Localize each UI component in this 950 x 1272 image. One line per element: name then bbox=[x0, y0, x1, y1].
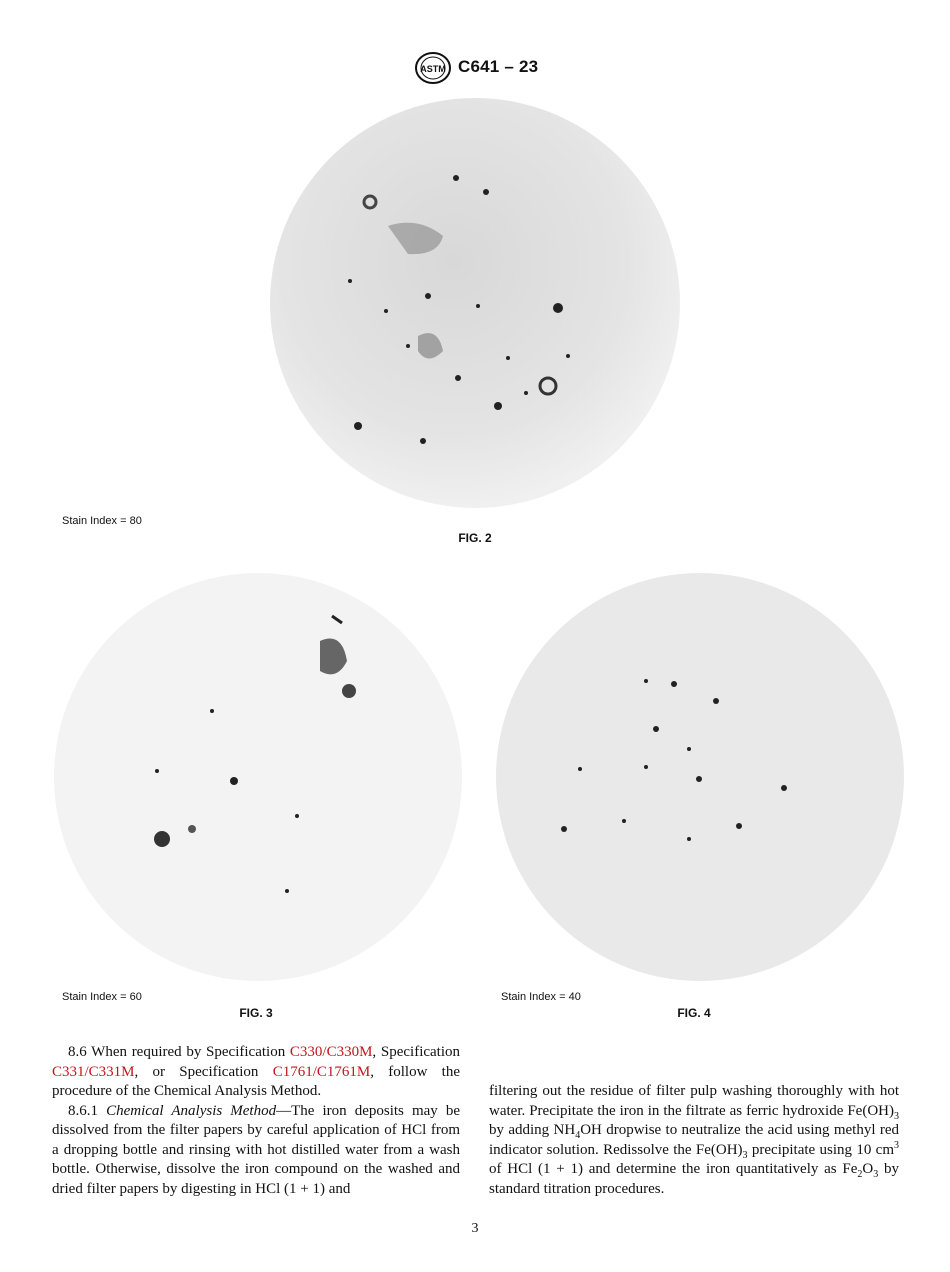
svg-text:ASTM: ASTM bbox=[420, 64, 446, 74]
page-header bbox=[0, 52, 950, 86]
right-text-column bbox=[489, 1082, 899, 1199]
paragraph-8-6-1: 8.6.1 Chemical Analysis Method—The iron deposits may be dissolved from the filter papers by careful application of HCl from a dropping bottle and rinsing with hot distilled water from a wash bottle. Otherwise, dissolve the iron compound on the washed and dried filter papers by digesting in HCl (1 + 1) and bbox=[52, 1102, 461, 1197]
stain-photo-fig2 bbox=[268, 96, 683, 511]
stain-photo-fig3 bbox=[52, 571, 464, 983]
stain-photo-fig4 bbox=[494, 571, 906, 983]
figure-caption: FIG. 2 bbox=[458, 531, 492, 545]
paragraph-8-6: 8.6 When required by Specification C330/C330M, Specification C331/C331M, or Specification C1761/C1761M, follow the procedure of the Chemical Analysis Method. bbox=[52, 1044, 461, 1099]
ref-link[interactable]: C331/C331M bbox=[52, 1063, 135, 1080]
stain-index-label: Stain Index = 60 bbox=[62, 991, 142, 1003]
astm-logo bbox=[414, 52, 452, 84]
figure-caption: FIG. 4 bbox=[677, 1006, 711, 1020]
stain-index-label: Stain Index = 40 bbox=[501, 991, 581, 1003]
figure-caption: FIG. 3 bbox=[239, 1006, 273, 1020]
page-number: 3 bbox=[471, 1221, 479, 1236]
stain-index-label: Stain Index = 80 bbox=[62, 515, 142, 527]
left-text-column bbox=[52, 1043, 460, 1199]
ref-link[interactable]: C1761/C1761M bbox=[272, 1063, 371, 1080]
paragraph-continuation: filtering out the residue of filter pulp washing thoroughly with hot water. Precipitate the iron in the filtrate as ferric hydroxide $Fe(OH)_3$ by adding $NH_4OH$ dropwise to neutralize the acid using methyl red indicator solution. Redissolve the $Fe(OH)_3$ precipitate using 10 $cm^3$ of HCl (1 + 1) and determine the iron quantitatively as $Fe_2O_3$ by standard titration procedures. bbox=[489, 1083, 900, 1197]
document-designation: C641 – 23 bbox=[458, 57, 539, 76]
ref-link[interactable]: C330/C330M bbox=[289, 1044, 373, 1060]
